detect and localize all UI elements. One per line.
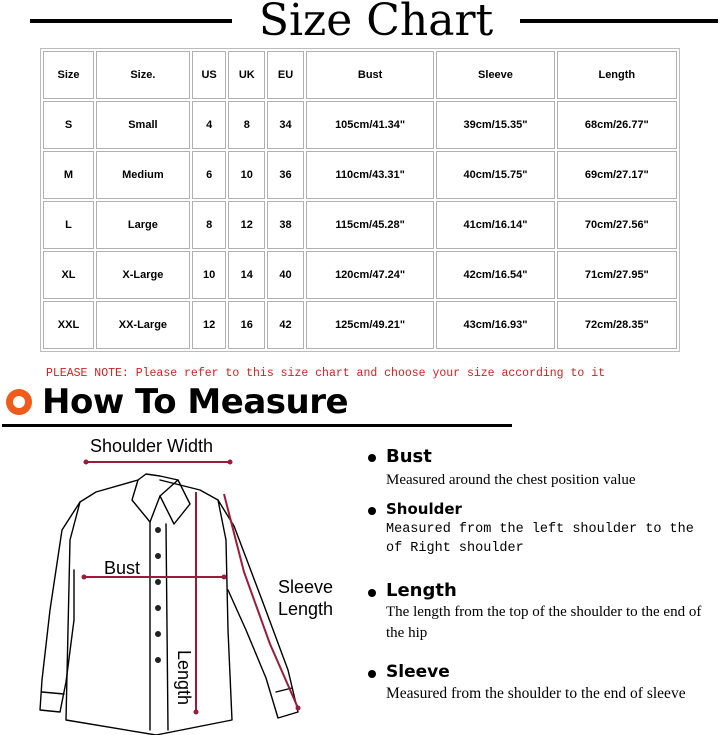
table-cell: 41cm/16.14"	[436, 201, 554, 249]
table-cell: 72cm/28.35"	[557, 301, 677, 349]
header-cell: Bust	[306, 51, 434, 99]
table-cell: 40cm/15.75"	[436, 151, 554, 199]
table-cell: XXL	[43, 301, 94, 349]
sleeve-label-line2: Length	[278, 599, 334, 619]
table-cell: 38	[267, 201, 304, 249]
table-cell: 69cm/27.17"	[557, 151, 677, 199]
table-cell: 115cm/45.28"	[306, 201, 434, 249]
table-cell: 68cm/26.77"	[557, 101, 677, 149]
table-cell: 8	[192, 201, 227, 249]
table-row	[43, 201, 677, 249]
table-cell: 36	[267, 151, 304, 199]
definition-title: Sleeve	[386, 662, 450, 682]
table-cell: Large	[96, 201, 190, 249]
table-cell: 12	[192, 301, 227, 349]
header-cell: Length	[557, 51, 677, 99]
table-cell: 42cm/16.54"	[436, 251, 554, 299]
definition-title: Shoulder	[386, 500, 462, 518]
header-cell: EU	[267, 51, 304, 99]
bullet-icon	[368, 589, 376, 597]
section-rule	[2, 424, 512, 427]
table-row	[43, 251, 677, 299]
shirt-body-outline	[66, 480, 232, 735]
table-cell: 6	[192, 151, 227, 199]
table-cell: 40	[267, 251, 304, 299]
section-title: How To Measure	[42, 382, 349, 422]
definition-title: Bust	[386, 446, 432, 467]
size-note: PLEASE NOTE: Please refer to this size chart and choose your size according to it	[46, 367, 605, 380]
table-cell: 43cm/16.93"	[436, 301, 554, 349]
title-rule-right	[520, 19, 718, 23]
table-cell: 71cm/27.95"	[557, 251, 677, 299]
header-cell: UK	[228, 51, 265, 99]
shirt-left-sleeve	[40, 502, 80, 712]
table-cell: 70cm/27.56"	[557, 201, 677, 249]
page-title: Size Chart	[258, 0, 494, 46]
table-cell: L	[43, 201, 94, 249]
header-cell: US	[192, 51, 227, 99]
definition-desc: Measured from the left shoulder to the of Right shoulder	[386, 522, 694, 556]
length-label: Length	[174, 650, 194, 706]
shirt-collar	[132, 474, 178, 522]
definition-desc: Measured from the shoulder to the end of sleeve	[386, 685, 686, 702]
table-cell: 4	[192, 101, 227, 149]
table-cell: 10	[192, 251, 227, 299]
definition-desc: Measured around the chest position value	[386, 472, 636, 488]
bust-label: Bust	[104, 558, 141, 578]
title-rule-left	[30, 19, 232, 23]
table-cell: 14	[228, 251, 265, 299]
table-cell: 42	[267, 301, 304, 349]
header-cell: Size.	[96, 51, 190, 99]
table-cell: 39cm/15.35"	[436, 101, 554, 149]
bullet-icon	[368, 507, 376, 515]
table-cell: XL	[43, 251, 94, 299]
size-table	[40, 48, 680, 352]
header-cell: Sleeve	[436, 51, 554, 99]
table-cell: XX-Large	[96, 301, 190, 349]
ring-icon	[6, 389, 32, 415]
table-cell: 12	[228, 201, 265, 249]
table-cell: 8	[228, 101, 265, 149]
sleeve-length-label	[278, 576, 333, 620]
table-row	[43, 301, 677, 349]
title-row	[0, 0, 720, 44]
bullet-icon	[368, 670, 376, 678]
definition-title: Length	[386, 580, 457, 601]
table-cell: 34	[267, 101, 304, 149]
table-row	[43, 151, 677, 199]
table-cell: Medium	[96, 151, 190, 199]
table-row	[43, 101, 677, 149]
bullet-icon	[368, 454, 376, 462]
table-cell: M	[43, 151, 94, 199]
table-cell: 10	[228, 151, 265, 199]
table-cell: 110cm/43.31"	[306, 151, 434, 199]
table-cell: S	[43, 101, 94, 149]
table-header-row	[43, 51, 677, 99]
shoulder-width-label: Shoulder Width	[90, 436, 214, 456]
definition-desc: The length from the top of the shoulder to the end of the hip	[386, 604, 702, 641]
table-cell: 16	[228, 301, 265, 349]
table-cell: 105cm/41.34"	[306, 101, 434, 149]
table-cell: X-Large	[96, 251, 190, 299]
table-cell: Small	[96, 101, 190, 149]
table-cell: 125cm/49.21"	[306, 301, 434, 349]
table-cell: 120cm/47.24"	[306, 251, 434, 299]
header-cell: Size	[43, 51, 94, 99]
sleeve-label-line1: Sleeve	[278, 577, 334, 597]
